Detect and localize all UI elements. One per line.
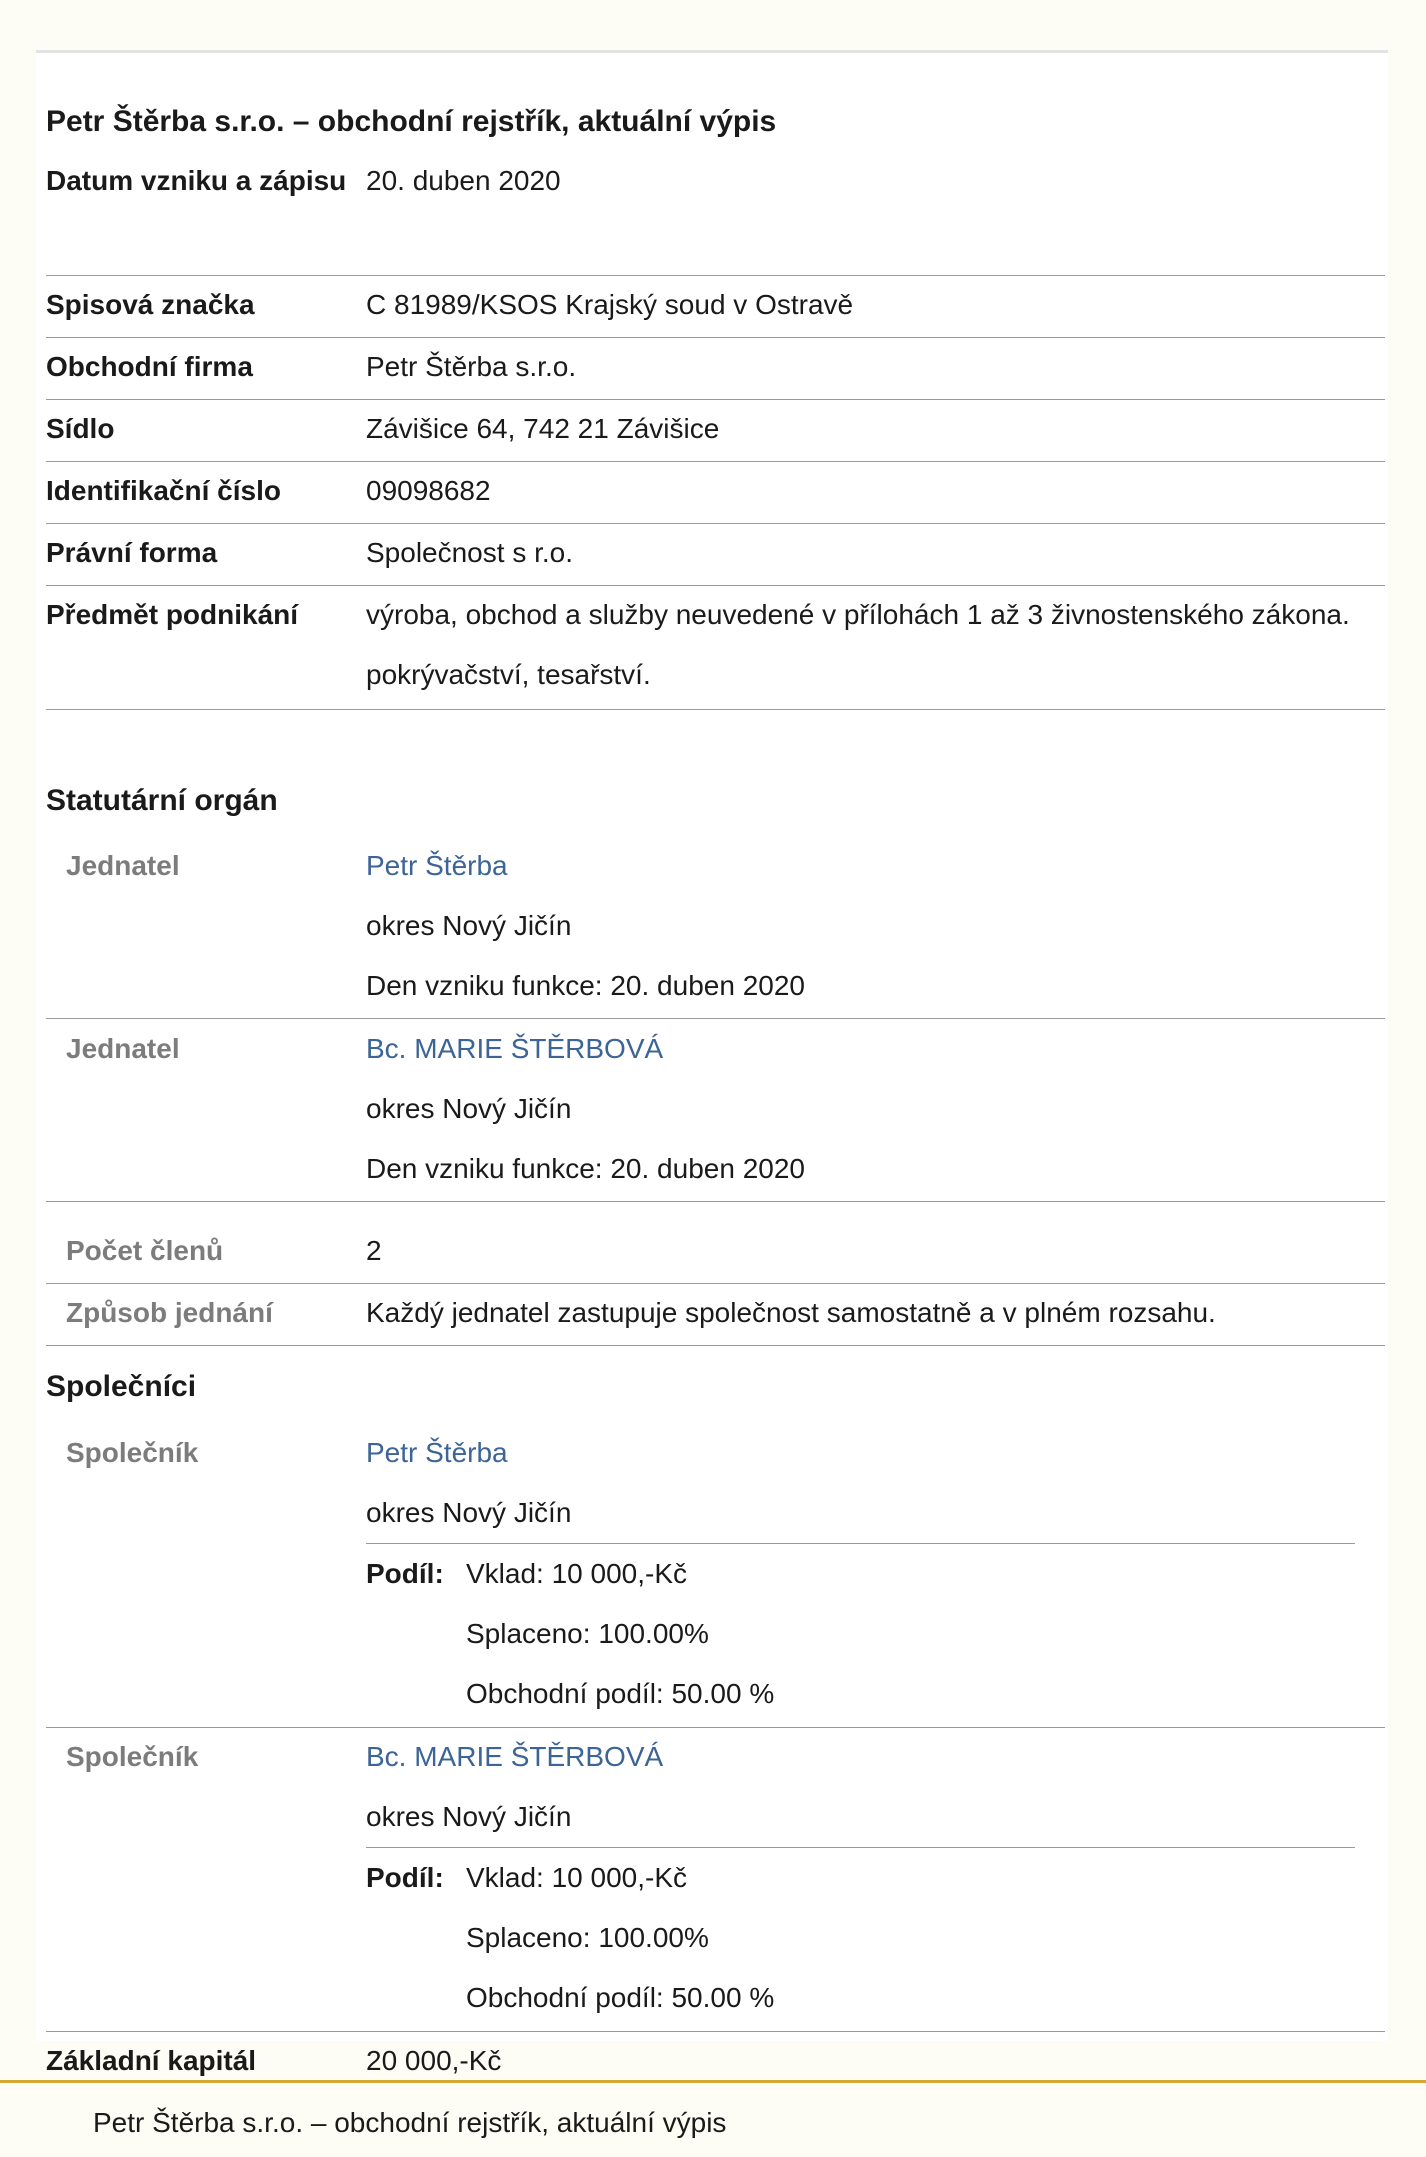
value-predmet-podnikani bbox=[366, 585, 1385, 705]
jednatel-2-vznik: Den vzniku funkce: 20. duben 2020 bbox=[366, 1153, 805, 1184]
row-jednatel-2 bbox=[46, 1019, 1385, 1202]
spolecnik-2-podil-label: Podíl: bbox=[366, 1862, 444, 1893]
value-pocet-clenu: 2 bbox=[366, 1235, 382, 1266]
predmet-text: výroba, obchod a služby neuvedené v přílohách 1 až 3 živnostenského zákona. pokrývačství, tesařství. bbox=[366, 599, 1350, 690]
row-pravni-forma bbox=[46, 523, 1385, 586]
value-pravni-forma: Společnost s r.o. bbox=[366, 537, 574, 568]
spolecnik-1-podil-label: Podíl: bbox=[366, 1558, 444, 1589]
page-title: Petr Štěrba s.r.o. – obchodní rejstřík, aktuální výpis bbox=[46, 105, 777, 138]
row-pocet-clenu bbox=[46, 1221, 1385, 1284]
value-identifikacni-cislo: 09098682 bbox=[366, 475, 491, 506]
row-datum-vzniku bbox=[46, 151, 1385, 276]
spolecnik-1-name-link[interactable]: Petr Štěrba bbox=[366, 1437, 508, 1468]
label-zpusob-jednani: Způsob jednání bbox=[66, 1297, 273, 1328]
label-pocet-clenu: Počet členů bbox=[66, 1235, 224, 1266]
spolecnik-1-obchodni-podil: Obchodní podíl: 50.00 % bbox=[466, 1678, 775, 1709]
value-zakladni-kapital: 20 000,-Kč bbox=[366, 2045, 502, 2076]
jednatel-1-name-link[interactable]: Petr Štěrba bbox=[366, 850, 508, 881]
label-jednatel-1: Jednatel bbox=[66, 850, 180, 881]
label-pravni-forma: Právní forma bbox=[46, 537, 218, 568]
spolecnik-2-splaceno: Splaceno: 100.00% bbox=[466, 1922, 709, 1953]
row-identifikacni-cislo bbox=[46, 461, 1385, 524]
spolecnik-2-name-link[interactable]: Bc. MARIE ŠTĚRBOVÁ bbox=[366, 1741, 664, 1772]
label-zakladni-kapital: Základní kapitál bbox=[46, 2045, 257, 2076]
jednatel-1-vznik: Den vzniku funkce: 20. duben 2020 bbox=[366, 970, 805, 1001]
value-datum-vzniku: 20. duben 2020 bbox=[366, 165, 561, 196]
value-spisova-znacka: C 81989/KSOS Krajský soud v Ostravě bbox=[366, 289, 854, 320]
row-zpusob-jednani bbox=[46, 1283, 1385, 1346]
footer-title: Petr Štěrba s.r.o. – obchodní rejstřík, aktuální výpis bbox=[93, 2107, 727, 2138]
register-card bbox=[36, 50, 1388, 2076]
jednatel-1-okres: okres Nový Jičín bbox=[366, 910, 572, 941]
value-zpusob-jednani: Každý jednatel zastupuje společnost samostatně a v plném rozsahu. bbox=[366, 1297, 1216, 1328]
label-predmet-podnikani: Předmět podnikání bbox=[46, 599, 299, 630]
label-identifikacni-cislo: Identifikační číslo bbox=[46, 475, 281, 506]
row-jednatel-1 bbox=[46, 836, 1385, 1019]
label-spolecnik-1: Společník bbox=[66, 1437, 199, 1468]
label-datum-vzniku: Datum vzniku a zápisu bbox=[46, 165, 347, 196]
spolecnik-2-podil bbox=[366, 1847, 1355, 2028]
label-sidlo: Sídlo bbox=[46, 413, 115, 444]
spolecnik-1-podil-values bbox=[466, 1544, 1355, 1724]
row-sidlo bbox=[46, 399, 1385, 462]
spolecnik-2-okres: okres Nový Jičín bbox=[366, 1801, 572, 1832]
page-footer bbox=[0, 2080, 1426, 2157]
spolecnik-2-vklad: Vklad: 10 000,-Kč bbox=[466, 1862, 688, 1893]
value-jednatel-1 bbox=[366, 836, 1385, 1016]
label-obchodni-firma: Obchodní firma bbox=[46, 351, 253, 382]
value-spolecnik-1 bbox=[366, 1423, 1385, 1724]
spolecnik-2-podil-values bbox=[466, 1848, 1355, 2028]
label-spolecnik-2: Společník bbox=[66, 1741, 199, 1772]
row-predmet-podnikani bbox=[46, 585, 1385, 710]
section-statutarni-organ: Statutární orgán bbox=[46, 784, 278, 817]
row-spisova-znacka bbox=[46, 275, 1385, 338]
row-spolecnik-1 bbox=[46, 1423, 1385, 1728]
section-spolecnici: Společníci bbox=[46, 1370, 197, 1403]
spolecnik-2-obchodni-podil: Obchodní podíl: 50.00 % bbox=[466, 1982, 775, 2013]
row-spolecnik-2 bbox=[46, 1727, 1385, 2032]
label-jednatel-2: Jednatel bbox=[66, 1033, 180, 1064]
jednatel-2-okres: okres Nový Jičín bbox=[366, 1093, 572, 1124]
value-sidlo: Závišice 64, 742 21 Závišice bbox=[366, 413, 720, 444]
row-obchodni-firma bbox=[46, 337, 1385, 400]
spolecnik-1-vklad: Vklad: 10 000,-Kč bbox=[466, 1558, 688, 1589]
spolecnik-1-splaceno: Splaceno: 100.00% bbox=[466, 1618, 709, 1649]
jednatel-2-name-link[interactable]: Bc. MARIE ŠTĚRBOVÁ bbox=[366, 1033, 664, 1064]
value-jednatel-2 bbox=[366, 1019, 1385, 1199]
value-spolecnik-2 bbox=[366, 1727, 1385, 2028]
label-spisova-znacka: Spisová značka bbox=[46, 289, 255, 320]
value-obchodni-firma: Petr Štěrba s.r.o. bbox=[366, 351, 577, 382]
spolecnik-1-podil bbox=[366, 1543, 1355, 1724]
spolecnik-1-okres: okres Nový Jičín bbox=[366, 1497, 572, 1528]
